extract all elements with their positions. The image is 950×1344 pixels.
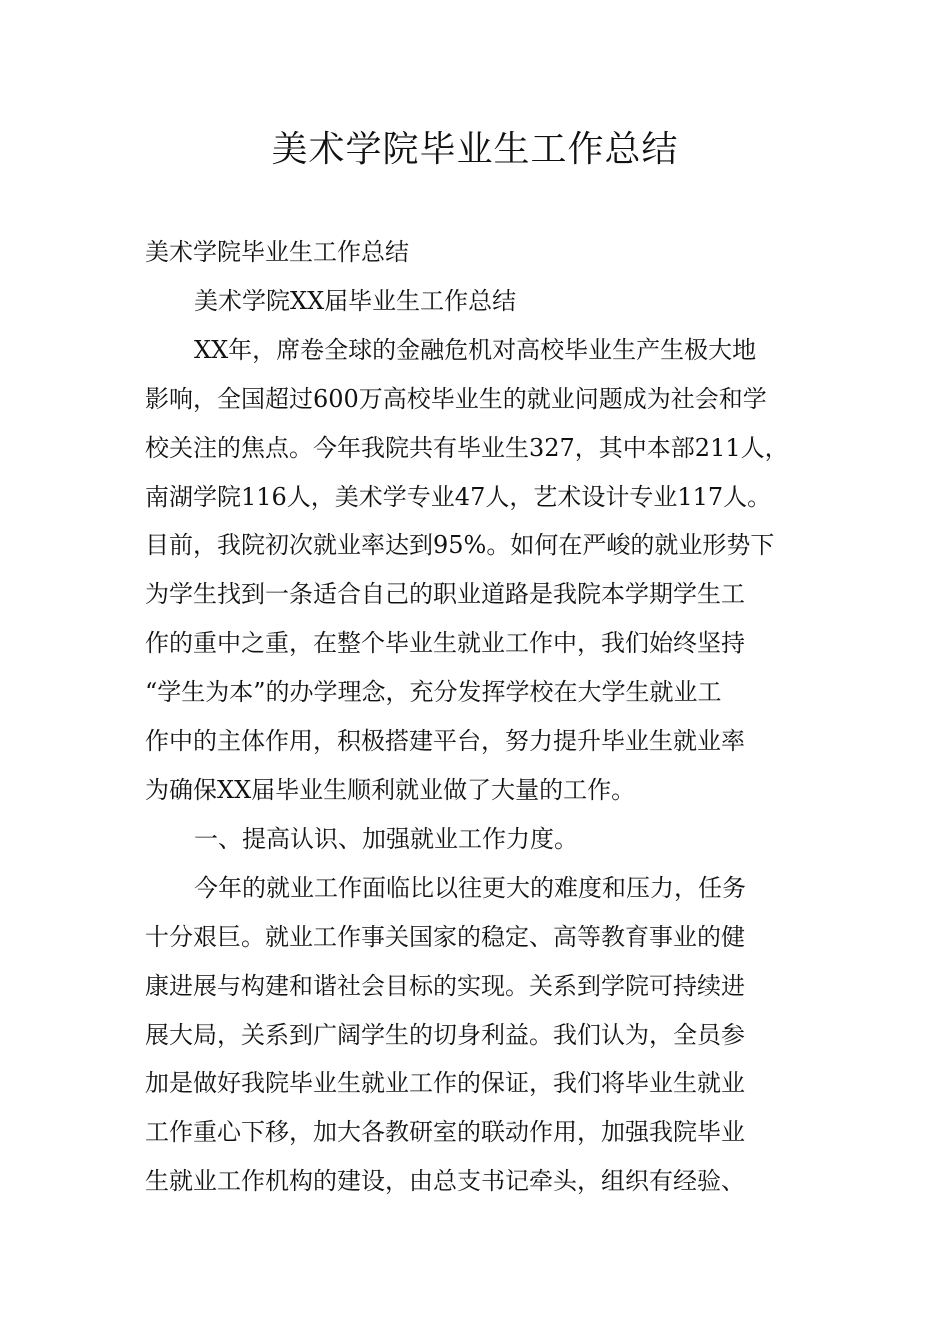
document-body (145, 228, 825, 1206)
text-line: 美术学院XX届毕业生工作总结 (194, 286, 517, 315)
text-line: 校关注的焦点。今年我院共有毕业生327，其中本部211人， (145, 433, 789, 462)
text-line: 为学生找到一条适合自己的职业道路是我院本学期学生工 (145, 580, 745, 609)
document-title: 美术学院毕业生工作总结 (271, 129, 679, 170)
text-line: 南湖学院116人，美术学专业47人，艺术设计专业117人。 (145, 482, 772, 511)
text-line: 十分艰巨。就业工作事关国家的稳定、高等教育事业的健 (145, 922, 745, 951)
paragraph-subtitle (145, 277, 825, 326)
paragraph-section-heading (145, 815, 825, 864)
text-line: 作中的主体作用，积极搭建平台，努力提升毕业生就业率 (145, 727, 745, 756)
text-line: “学生为本”的办学理念，充分发挥学校在大学生就业工 (145, 678, 722, 707)
paragraph-intro (145, 326, 825, 815)
text-line: 为确保XX届毕业生顺利就业做了大量的工作。 (145, 775, 636, 804)
text-line: 康进展与构建和谐社会目标的实现。关系到学院可持续进 (145, 971, 745, 1000)
text-line: 加是做好我院毕业生就业工作的保证，我们将毕业生就业 (145, 1069, 745, 1098)
text-line: 今年的就业工作面临比以往更大的难度和压力，任务 (194, 873, 746, 902)
paragraph-section-body (145, 864, 825, 1206)
text-line: XX年，席卷全球的金融危机对高校毕业生产生极大地 (194, 335, 757, 364)
text-line: 作的重中之重，在整个毕业生就业工作中，我们始终坚持 (145, 629, 745, 658)
text-line: 生就业工作机构的建设，由总支书记牵头，组织有经验、 (145, 1167, 745, 1196)
text-line: 工作重心下移，加大各教研室的联动作用，加强我院毕业 (145, 1118, 745, 1147)
text-line: 美术学院毕业生工作总结 (145, 238, 409, 266)
text-line: 目前，我院初次就业率达到95%。如何在严峻的就业形势下 (145, 531, 775, 560)
text-line: 展大局，关系到广阔学生的切身利益。我们认为，全员参 (145, 1020, 745, 1049)
text-line: 一、提高认识、加强就业工作力度。 (194, 824, 578, 853)
text-line: 影响，全国超过600万高校毕业生的就业问题成为社会和学 (145, 384, 767, 413)
paragraph-heading (145, 228, 825, 277)
